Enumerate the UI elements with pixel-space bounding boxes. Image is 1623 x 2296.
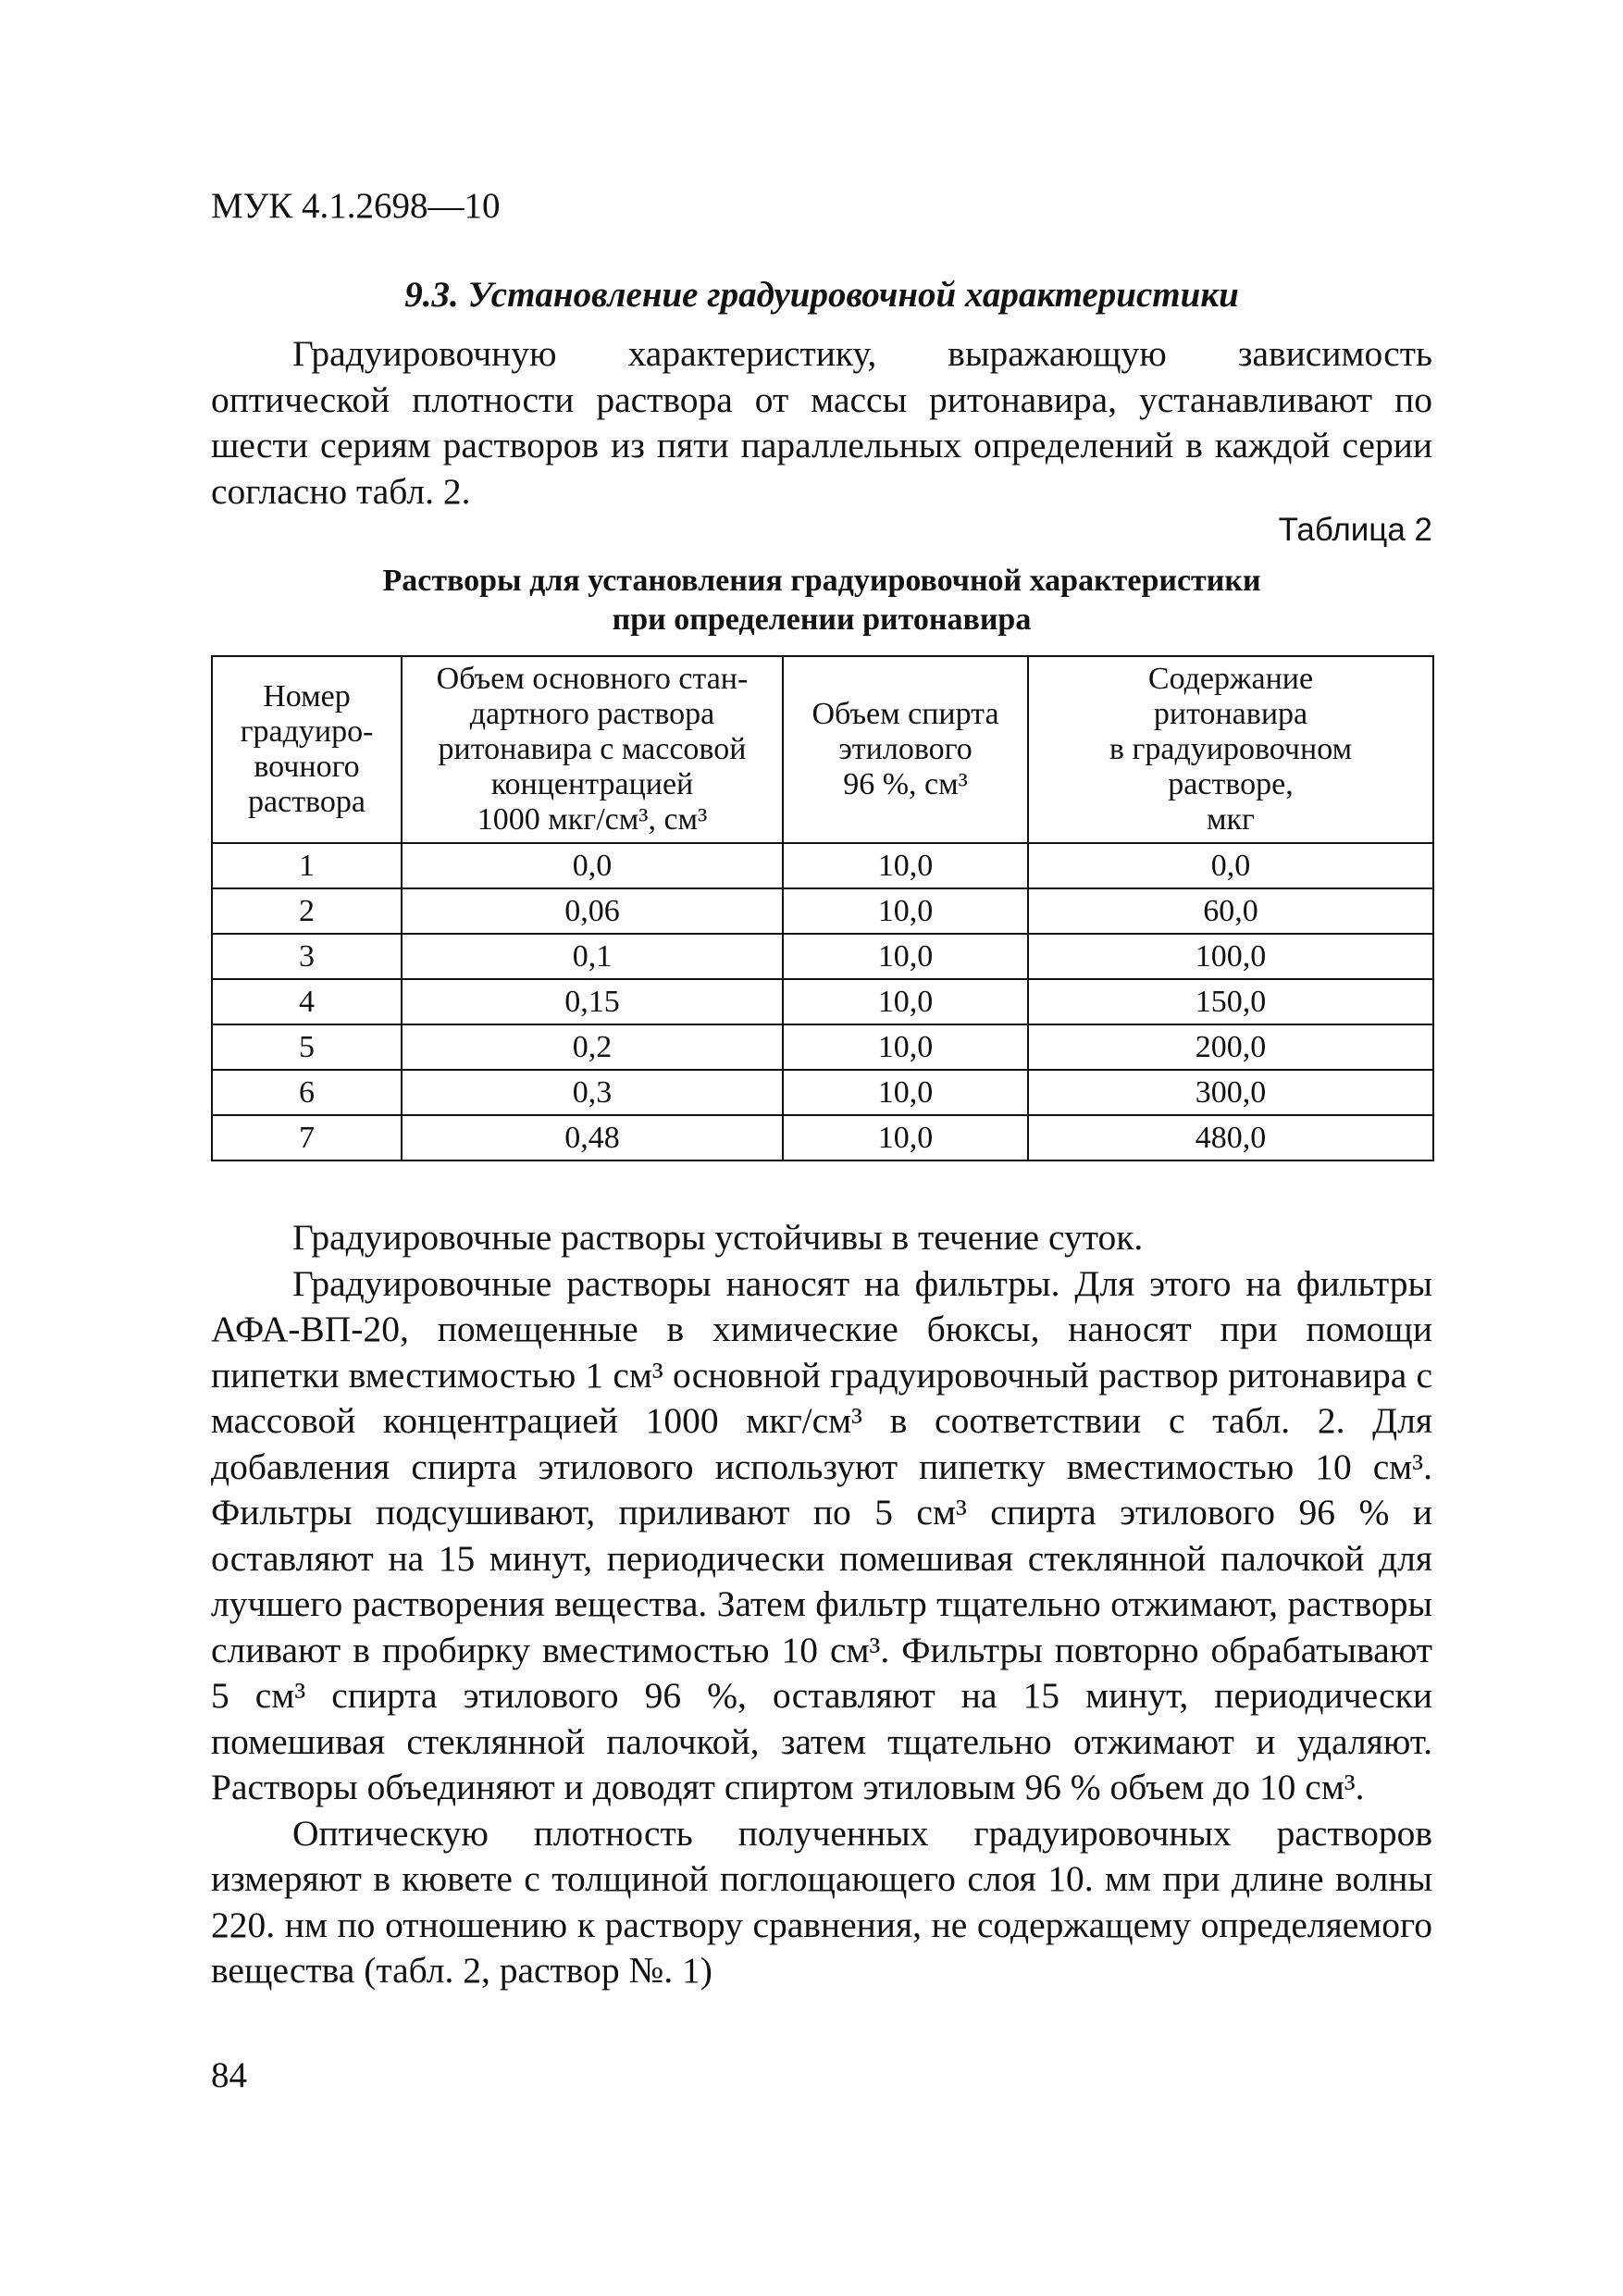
header-solution-number: Номер градуиро- вочного раствора: [212, 656, 402, 843]
cell-ethanol-volume: 10,0: [783, 888, 1028, 934]
cell-ritonavir-content: 200,0: [1028, 1024, 1433, 1070]
table-caption: [211, 562, 1432, 639]
table-caption-line-1: Растворы для установления градуировочной характеристики: [382, 564, 1261, 598]
cell-ethanol-volume: 10,0: [783, 1115, 1028, 1160]
cell-solution-number: 1: [212, 843, 402, 888]
cell-stock-volume: 0,3: [402, 1070, 783, 1115]
cell-ritonavir-content: 150,0: [1028, 979, 1433, 1024]
cell-ethanol-volume: 10,0: [783, 843, 1028, 888]
cell-ritonavir-content: 60,0: [1028, 888, 1433, 934]
intro-paragraph: Градуировочную характеристику, выражающую зависимость оптической плотности раствора от массы ритонавира, устанавливают по шести сериям растворов из пяти параллельных определений в каждой серии согласно табл. 2.: [211, 333, 1432, 512]
table-caption-line-2: при определении ритонавира: [612, 602, 1032, 637]
cell-solution-number: 5: [212, 1024, 402, 1070]
table-row: [212, 843, 1433, 888]
section-title: 9.3. Установление градуировочной характеристики: [404, 275, 1239, 315]
calibration-table: [211, 655, 1434, 1161]
header-ritonavir-content: Содержание ритонавира в градуировочном растворе, мкг: [1028, 656, 1433, 843]
cell-ethanol-volume: 10,0: [783, 979, 1028, 1024]
page-number: 84: [211, 2055, 247, 2095]
cell-solution-number: 2: [212, 888, 402, 934]
cell-ethanol-volume: 10,0: [783, 1070, 1028, 1115]
table-row: [212, 1070, 1433, 1115]
table-label: Таблица 2: [1278, 512, 1432, 548]
header-ethanol-volume: Объем спирта этилового 96 %, см³: [783, 656, 1028, 843]
table-row: [212, 979, 1433, 1024]
body-after-table: [211, 1215, 1432, 1994]
cell-stock-volume: 0,2: [402, 1024, 783, 1070]
cell-stock-volume: 0,15: [402, 979, 783, 1024]
table-row: [212, 1024, 1433, 1070]
intro-block: [211, 331, 1432, 515]
cell-ritonavir-content: 100,0: [1028, 934, 1433, 979]
table-header-row: [212, 656, 1433, 843]
filter-preparation-paragraph: Градуировочные растворы наносят на фильтры. Для этого на фильтры АФА-ВП-20, помещенные в химические бюксы, наносят при помощи пипетки вместимостью 1 см³ основной градуировочный раствор ритонавира с массовой концентрацией 1000 мкг/см³ в соответствии с табл. 2. Для добавления спирта этилового используют пипетку вместимостью 10 см³. Фильтры подсушивают, приливают по 5 см³ спирта этилового 96 % и оставляют на 15 минут, периодически помешивая стеклянной палочкой для лучшего растворения вещества. Затем фильтр тщательно отжимают, растворы сливают в пробирку вместимостью 10 см³. Фильтры повторно обрабатывают 5 см³ спирта этилового 96 %, оставляют на 15 минут, периодически помешивая стеклянной палочкой, затем тщательно отжимают и удаляют. Растворы объединяют и доводят спиртом этиловым 96 % объем до 10 см³.: [211, 1262, 1432, 1807]
table-row: [212, 934, 1433, 979]
cell-stock-volume: 0,1: [402, 934, 783, 979]
cell-stock-volume: 0,48: [402, 1115, 783, 1160]
stability-paragraph: Градуировочные растворы устойчивы в течение суток.: [292, 1217, 1144, 1258]
header-stock-volume: Объем основного стан- дартного раствора ритонавира с массовой концентрацией 1000 мкг/см³, см³: [402, 656, 783, 843]
cell-solution-number: 6: [212, 1070, 402, 1115]
cell-solution-number: 4: [212, 979, 402, 1024]
cell-ethanol-volume: 10,0: [783, 1024, 1028, 1070]
cell-stock-volume: 0,0: [402, 843, 783, 888]
running-header: МУК 4.1.2698—10: [211, 186, 501, 226]
cell-ritonavir-content: 0,0: [1028, 843, 1433, 888]
table-row: [212, 888, 1433, 934]
table-row: [212, 1115, 1433, 1160]
cell-solution-number: 7: [212, 1115, 402, 1160]
cell-solution-number: 3: [212, 934, 402, 979]
cell-ritonavir-content: 480,0: [1028, 1115, 1433, 1160]
cell-ethanol-volume: 10,0: [783, 934, 1028, 979]
optical-density-paragraph: Оптическую плотность полученных градуировочных растворов измеряют в кювете с толщиной поглощающего слоя 10. мм при длине волны 220. нм по отношению к раствору сравнения, не содержащему определяемого вещества (табл. 2, раствор №. 1): [211, 1812, 1432, 1991]
cell-ritonavir-content: 300,0: [1028, 1070, 1433, 1115]
cell-stock-volume: 0,06: [402, 888, 783, 934]
